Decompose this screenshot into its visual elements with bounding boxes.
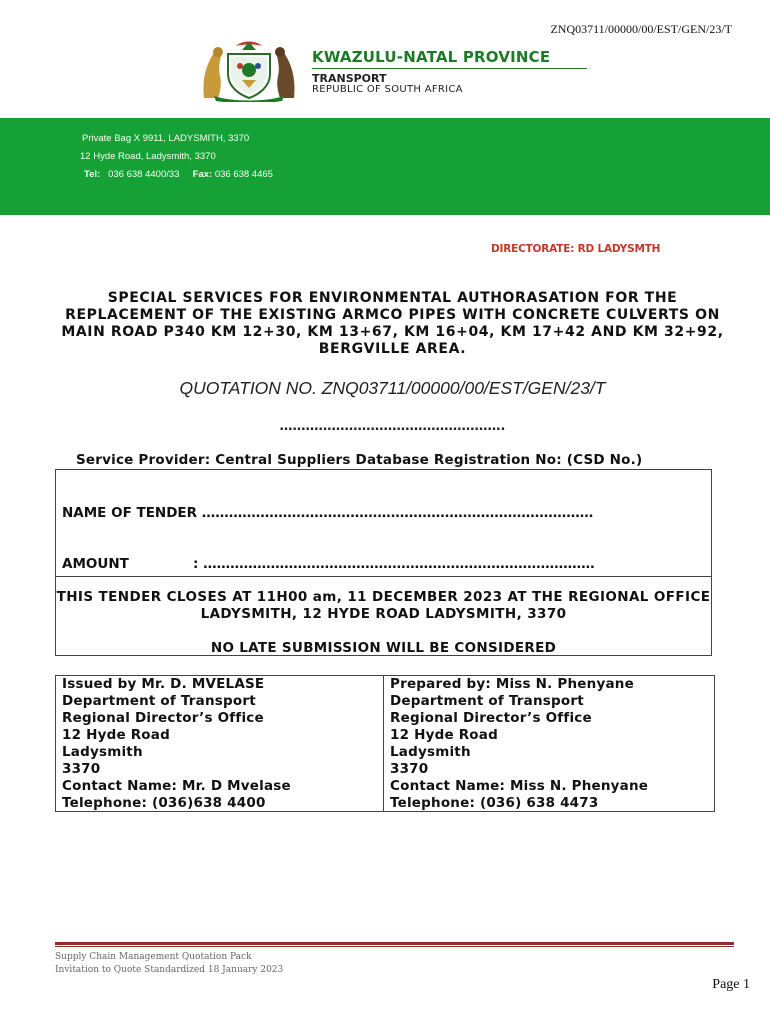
fill-in-line: ……………………………………………. <box>279 419 506 434</box>
prepared-postcode: 3370 <box>390 761 429 777</box>
closing-notice: THIS TENDER CLOSES AT 11H00 am, 11 DECEMBER 2023 AT THE REGIONAL OFFICE LADYSMITH, 12 HYDE ROAD LADYSMITH, 3370 <box>56 589 711 622</box>
prepared-contact-name: Contact Name: Miss N. Phenyane <box>390 778 649 794</box>
prepared-by-column <box>390 676 648 812</box>
fax-label: Fax: <box>192 169 213 180</box>
page-number: Page 1 <box>712 977 750 992</box>
country-name: REPUBLIC OF SOUTH AFRICA <box>312 84 463 95</box>
directorate: DIRECTORATE: RD LADYSMTH <box>491 243 661 255</box>
footer-rule <box>55 942 734 945</box>
prepared-department: Department of Transport <box>390 693 584 709</box>
prepared-by-name: Prepared by: Miss N. Phenyane <box>390 676 634 692</box>
province-underline <box>312 68 587 69</box>
quotation-number: QUOTATION NO. ZNQ03711/00000/00/EST/GEN/23/T <box>179 378 606 398</box>
reference-code: ZNQ03711/00000/00/EST/GEN/23/T <box>550 22 732 36</box>
street-address: 12 Hyde Road, Ladysmith, 3370 <box>80 151 216 162</box>
footer-text <box>55 951 283 977</box>
prepared-telephone: Telephone: (036) 638 4473 <box>390 795 599 811</box>
issued-contact-name: Contact Name: Mr. D Mvelase <box>62 778 291 794</box>
issued-office: Regional Director’s Office <box>62 710 264 726</box>
tel-value: 036 638 4400/33 <box>108 169 180 180</box>
postal-address: Private Bag X 9911, LADYSMITH, 3370 <box>82 133 250 144</box>
issued-by-column <box>62 676 291 812</box>
tender-name-field: NAME OF TENDER …………………………………………………………………………… <box>62 505 594 521</box>
issued-telephone: Telephone: (036)638 4400 <box>62 795 266 811</box>
issued-by-name: Issued by Mr. D. MVELASE <box>62 676 265 692</box>
footer-rule-thin <box>55 946 734 947</box>
prepared-city: Ladysmith <box>390 744 471 760</box>
coat-of-arms-icon <box>198 40 300 102</box>
phone-fax-line <box>84 169 273 180</box>
prepared-office: Regional Director’s Office <box>390 710 592 726</box>
amount-field: : …………………………………………………………………………… <box>193 556 595 572</box>
department-name: TRANSPORT <box>312 72 387 85</box>
prepared-street: 12 Hyde Road <box>390 727 498 743</box>
csd-registration-heading: Service Provider: Central Suppliers Database Registration No: (CSD No.) <box>76 452 643 468</box>
province-name: KWAZULU-NATAL PROVINCE <box>312 48 551 66</box>
issued-city: Ladysmith <box>62 744 143 760</box>
footer-line-2: Invitation to Quote Standardized 18 January 2023 <box>55 965 284 975</box>
issued-postcode: 3370 <box>62 761 101 777</box>
amount-label: AMOUNT <box>62 556 129 572</box>
footer-line-1: Supply Chain Management Quotation Pack <box>55 952 252 962</box>
issued-street: 12 Hyde Road <box>62 727 170 743</box>
late-submission-notice: NO LATE SUBMISSION WILL BE CONSIDERED <box>210 640 557 656</box>
document-title: SPECIAL SERVICES FOR ENVIRONMENTAL AUTHORASATION FOR THE REPLACEMENT OF THE EXISTING ARMCO PIPES WITH CONCRETE CULVERTS ON MAIN ROAD P340 KM 12+30, KM 13+67, KM 16+04, KM 17+42 AND KM 32+92, BERGVILLE AREA. <box>61 290 724 357</box>
tender-box-divider <box>55 576 712 577</box>
issued-department: Department of Transport <box>62 693 256 709</box>
contacts-divider <box>383 675 384 812</box>
tel-label: Tel: <box>84 169 101 180</box>
fax-value: 036 638 4465 <box>214 169 273 180</box>
